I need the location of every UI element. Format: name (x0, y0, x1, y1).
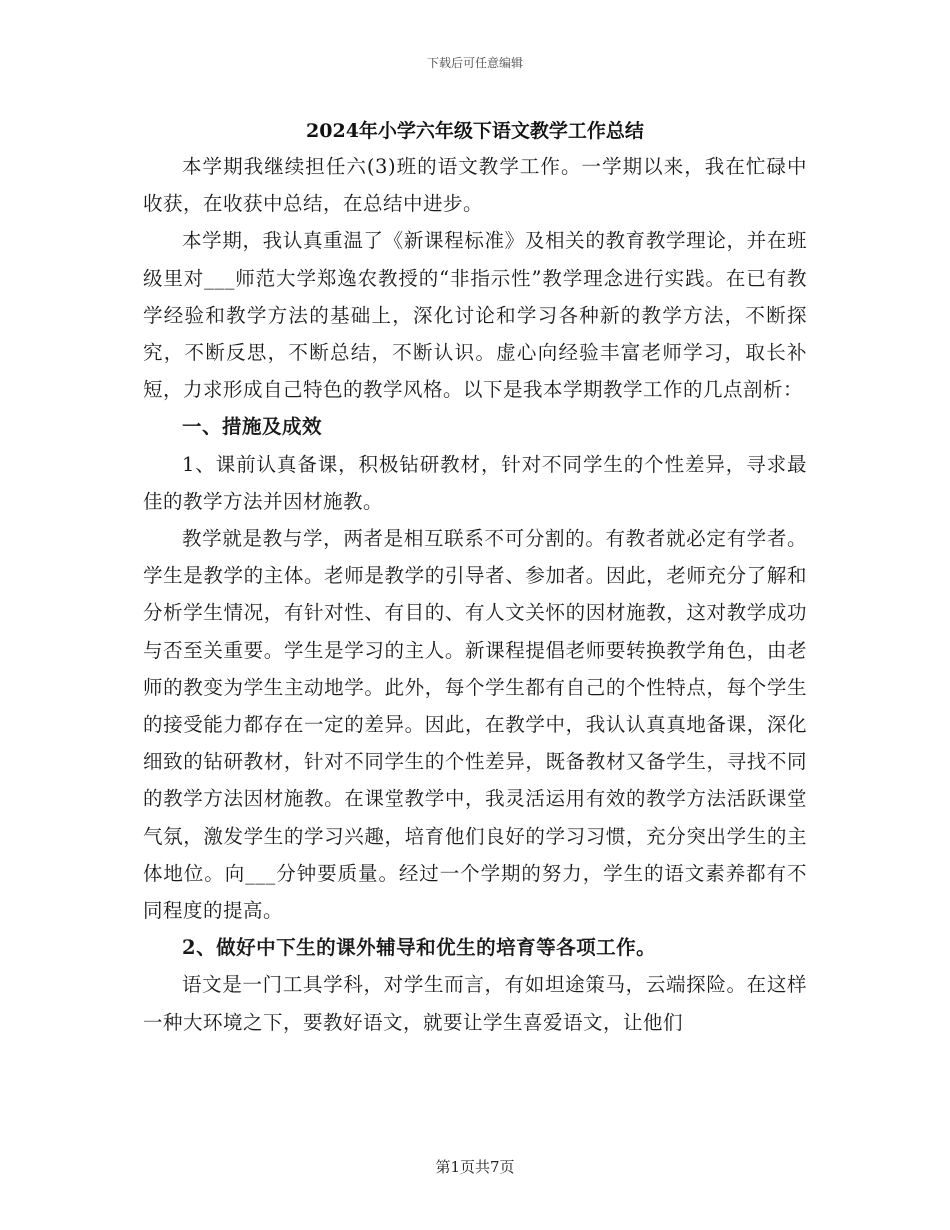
section-heading-point-2: 2、做好中下生的课外辅导和优生的培育等各项工作。 (182, 936, 657, 960)
document-body (143, 148, 807, 1041)
paragraph-point-1: 1、课前认真备课，积极钻研教材，针对不同学生的个性差异，寻求最佳的教学方法并因材施教。 (143, 452, 807, 513)
paragraph-intro: 本学期我继续担任六(3)班的语文教学工作。一学期以来，我在忙碌中收获，在收获中总结，在总结中进步。 (143, 155, 807, 216)
download-note: 下载后可任意编辑 (426, 56, 523, 70)
document-title: 2024年小学六年级下语文教学工作总结 (306, 120, 644, 142)
paragraph-chinese-subject: 语文是一门工具学科，对学生而言，有如坦途策马，云端探险。在这样一种大环境之下，要教好语文，就要让学生喜爱语文，让他们 (143, 973, 807, 1034)
paragraph-theory: 本学期，我认真重温了《新课程标准》及相关的教育教学理论，并在班级里对___师范大学郑逸农教授的“非指示性”教学理念进行实践。在已有教学经验和教学方法的基础上，深化讨论和学习各种新的教学方法，不断探究，不断反思，不断总结，不断认识。虚心向经验丰富老师学习，取长补短，力求形成自己特色的教学风格。以下是我本学期教学工作的几点剖析： (143, 229, 807, 402)
paragraph-teaching: 教学就是教与学，两者是相互联系不可分割的。有教者就必定有学者。学生是教学的主体。老师是教学的引导者、参加者。因此，老师充分了解和分析学生情况，有针对性、有目的、有人文关怀的因材施教，这对教学成功与否至关重要。学生是学习的主人。新课程提倡老师要转换教学角色，由老师的教变为学生主动地学。此外，每个学生都有自己的个性特点，每个学生的接受能力都存在一定的差异。因此，在教学中，我认认真真地备课，深化细致的钻研教材，针对不同学生的个性差异，既备教材又备学生，寻找不同的教学方法因材施教。在课堂教学中，我灵活运用有效的教学方法活跃课堂气氛，激发学生的学习兴趣，培育他们良好的学习习惯，充分突出学生的主体地位。向___分钟要质量。经过一个学期的努力，学生的语文素养都有不同程度的提高。 (143, 527, 807, 923)
page-number-footer: 第1页共7页 (435, 1158, 515, 1176)
section-heading-measures: 一、措施及成效 (182, 415, 323, 439)
